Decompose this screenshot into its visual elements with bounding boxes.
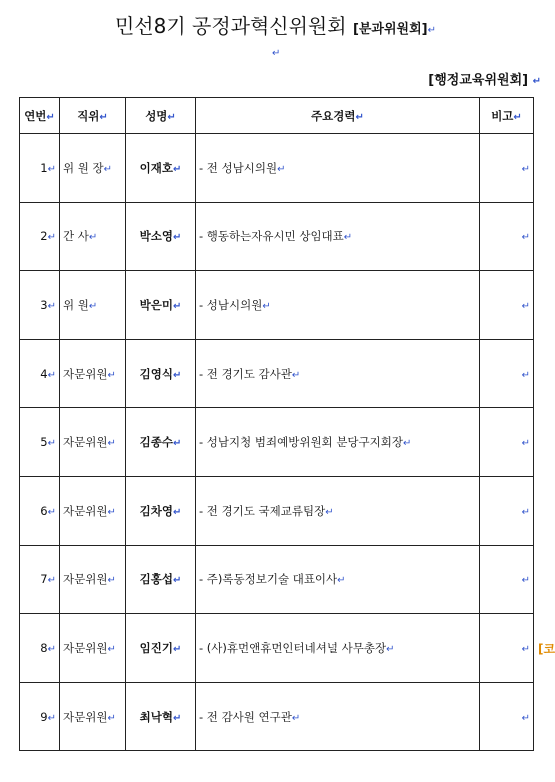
member-position: 위 원 bbox=[63, 297, 89, 312]
member-name-cell bbox=[126, 202, 196, 271]
member-career: - 성남시의원 bbox=[199, 297, 263, 312]
row-number-cell bbox=[20, 271, 60, 340]
member-note-cell bbox=[480, 476, 534, 545]
paragraph-mark-icon: ↵ bbox=[521, 712, 530, 724]
paragraph-mark-icon: ↵ bbox=[88, 300, 98, 312]
table-row bbox=[20, 271, 534, 340]
member-position: 자문위원 bbox=[63, 709, 108, 724]
column-header bbox=[20, 98, 60, 134]
member-position-cell bbox=[60, 271, 126, 340]
member-name: 박소영 bbox=[139, 229, 173, 244]
paragraph-mark-icon: ↵ bbox=[47, 438, 56, 450]
member-name-cell bbox=[126, 339, 196, 408]
member-position: 간 사 bbox=[63, 229, 89, 244]
paragraph-mark-icon: ↵ bbox=[99, 111, 108, 123]
member-career-cell bbox=[196, 408, 480, 477]
paragraph-mark-icon: ↵ bbox=[172, 712, 182, 724]
member-name-cell bbox=[126, 545, 196, 614]
paragraph-mark-icon: ↵ bbox=[172, 163, 182, 175]
member-career: - 성남지청 범죄예방위원회 분당구지회장 bbox=[199, 435, 403, 450]
paragraph-mark-icon: ↵ bbox=[521, 575, 530, 587]
paragraph-mark-icon: ↵ bbox=[47, 712, 56, 724]
member-career-cell bbox=[196, 682, 480, 751]
committee-label-text: [행정교육위원회] bbox=[428, 73, 529, 88]
paragraph-mark-icon: ↵ bbox=[355, 111, 364, 123]
paragraph-mark-icon: ↵ bbox=[107, 438, 116, 450]
member-note-cell bbox=[480, 545, 534, 614]
member-career-cell bbox=[196, 614, 480, 683]
member-name: 김영식 bbox=[139, 366, 173, 381]
member-position-cell bbox=[60, 408, 126, 477]
row-number-cell bbox=[20, 134, 60, 203]
member-position-cell bbox=[60, 202, 126, 271]
paragraph-mark-icon: ↵ bbox=[167, 111, 176, 123]
member-name-cell bbox=[126, 408, 196, 477]
member-career-cell bbox=[196, 202, 480, 271]
overflow-text: [코 bbox=[538, 642, 555, 656]
paragraph-mark-icon: ↵ bbox=[172, 232, 182, 244]
table-row bbox=[20, 408, 534, 477]
member-name: 김종수 bbox=[139, 435, 173, 450]
row-number-cell bbox=[20, 476, 60, 545]
title-sub: [분과위원회] bbox=[352, 22, 428, 37]
paragraph-mark-icon: ↵ bbox=[343, 232, 353, 244]
paragraph-mark-icon: ↵ bbox=[521, 438, 530, 450]
member-position-cell bbox=[60, 476, 126, 545]
paragraph-mark-icon: ↵ bbox=[172, 575, 182, 587]
paragraph-mark-icon: ↵ bbox=[47, 575, 56, 587]
member-name: 김홍섭 bbox=[139, 572, 173, 587]
paragraph-mark-icon: ↵ bbox=[291, 712, 301, 724]
table-row bbox=[20, 682, 534, 751]
paragraph-mark-icon: ↵ bbox=[521, 300, 530, 312]
paragraph-mark-icon: ↵ bbox=[172, 438, 182, 450]
member-name: 박은미 bbox=[139, 297, 173, 312]
committee-label bbox=[428, 69, 541, 88]
paragraph-mark-icon: ↵ bbox=[521, 232, 530, 244]
row-number: 1 bbox=[40, 160, 48, 175]
column-header bbox=[60, 98, 126, 134]
member-name-cell bbox=[126, 271, 196, 340]
member-name-cell bbox=[126, 134, 196, 203]
paragraph-mark-icon: ↵ bbox=[172, 300, 182, 312]
member-name: 최낙혁 bbox=[139, 709, 173, 724]
paragraph-mark-icon: ↵ bbox=[88, 232, 98, 244]
member-note-cell bbox=[480, 202, 534, 271]
table-header-row bbox=[20, 98, 534, 134]
member-table bbox=[19, 97, 534, 751]
paragraph-mark-icon: ↵ bbox=[47, 369, 56, 381]
title-main: 민선8기 공정과혁신위원회 bbox=[114, 14, 347, 38]
row-number: 4 bbox=[40, 366, 48, 381]
paragraph-mark-icon: ↵ bbox=[521, 369, 530, 381]
member-position: 자문위원 bbox=[63, 640, 108, 655]
member-career-cell bbox=[196, 271, 480, 340]
row-number: 3 bbox=[40, 297, 48, 312]
paragraph-mark-icon: ↵ bbox=[47, 163, 56, 175]
row-number-cell bbox=[20, 545, 60, 614]
paragraph-mark-icon: ↵ bbox=[427, 25, 437, 36]
member-position: 자문위원 bbox=[63, 503, 108, 518]
paragraph-mark-icon: ↵ bbox=[47, 300, 56, 312]
column-header-label: 주요경력 bbox=[311, 108, 356, 123]
paragraph-mark-icon: ↵ bbox=[103, 163, 113, 175]
member-position: 자문위원 bbox=[63, 435, 108, 450]
paragraph-mark-icon: ↵ bbox=[386, 643, 395, 655]
table-row bbox=[20, 545, 534, 614]
member-position-cell bbox=[60, 339, 126, 408]
paragraph-mark-icon: ↵ bbox=[513, 111, 522, 123]
member-career: - 전 성남시의원 bbox=[199, 160, 278, 175]
member-note-cell bbox=[480, 339, 534, 408]
table-row bbox=[20, 134, 534, 203]
member-note-cell bbox=[480, 134, 534, 203]
member-career: - 주)록동정보기술 대표이사 bbox=[199, 572, 338, 587]
member-career-cell bbox=[196, 545, 480, 614]
paragraph-mark-icon: ↵ bbox=[172, 506, 182, 518]
paragraph-mark-icon: ↵ bbox=[107, 643, 116, 655]
member-name-cell bbox=[126, 476, 196, 545]
member-name: 임진기 bbox=[139, 640, 173, 655]
member-note-cell bbox=[480, 271, 534, 340]
row-number-cell bbox=[20, 339, 60, 408]
paragraph-mark-icon: ↵ bbox=[172, 643, 182, 655]
member-career: - 행동하는자유시민 상임대표 bbox=[199, 229, 344, 244]
row-number: 8 bbox=[40, 640, 48, 655]
paragraph-mark-icon: ↵ bbox=[107, 712, 116, 724]
member-note-cell bbox=[480, 408, 534, 477]
paragraph-mark-icon: ↵ bbox=[277, 163, 286, 175]
column-header-label: 연번 bbox=[24, 108, 47, 123]
paragraph-mark-icon: ↵ bbox=[521, 506, 530, 518]
column-header bbox=[196, 98, 480, 134]
paragraph-mark-icon: ↵ bbox=[172, 369, 182, 381]
row-number-cell bbox=[20, 682, 60, 751]
table-row bbox=[20, 339, 534, 408]
row-number: 9 bbox=[40, 709, 48, 724]
table-row bbox=[20, 614, 534, 683]
paragraph-mark-icon: ↵ bbox=[107, 575, 116, 587]
row-number: 7 bbox=[40, 572, 48, 587]
paragraph-mark-icon: ↵ bbox=[272, 48, 281, 59]
table-body bbox=[20, 134, 534, 751]
row-number-cell bbox=[20, 408, 60, 477]
member-name: 김차영 bbox=[139, 503, 173, 518]
row-number-cell bbox=[20, 202, 60, 271]
column-header-label: 직위 bbox=[77, 108, 100, 123]
member-note-cell bbox=[480, 614, 534, 683]
member-name: 이재호 bbox=[139, 160, 173, 175]
row-number: 6 bbox=[40, 503, 48, 518]
paragraph-mark-icon: ↵ bbox=[47, 643, 56, 655]
paragraph-mark-icon: ↵ bbox=[291, 369, 301, 381]
paragraph-mark-icon: ↵ bbox=[337, 575, 346, 587]
paragraph-mark-icon: ↵ bbox=[532, 76, 541, 87]
member-career-cell bbox=[196, 339, 480, 408]
table-row bbox=[20, 476, 534, 545]
member-position-cell bbox=[60, 134, 126, 203]
member-career: - (사)휴먼앤휴먼인터네셔널 사무총장 bbox=[199, 640, 387, 655]
column-header-label: 비고 bbox=[491, 108, 514, 123]
member-name-cell bbox=[126, 614, 196, 683]
table-row bbox=[20, 202, 534, 271]
paragraph-mark-icon: ↵ bbox=[521, 643, 530, 655]
member-position-cell bbox=[60, 614, 126, 683]
member-position-cell bbox=[60, 682, 126, 751]
paragraph-mark-icon: ↵ bbox=[46, 111, 55, 123]
column-header-label: 성명 bbox=[145, 108, 168, 123]
member-position: 자문위원 bbox=[63, 572, 108, 587]
row-number-cell bbox=[20, 614, 60, 683]
paragraph-mark-icon: ↵ bbox=[262, 300, 271, 312]
paragraph-mark-icon: ↵ bbox=[107, 369, 116, 381]
paragraph-mark-icon: ↵ bbox=[47, 506, 56, 518]
column-header bbox=[126, 98, 196, 134]
member-career: - 전 경기도 국제교류팀장 bbox=[199, 503, 326, 518]
member-position: 자문위원 bbox=[63, 366, 108, 381]
paragraph-mark-icon: ↵ bbox=[402, 438, 412, 450]
member-career-cell bbox=[196, 134, 480, 203]
paragraph-mark-icon: ↵ bbox=[325, 506, 334, 518]
document-title bbox=[0, 10, 551, 39]
row-number: 5 bbox=[40, 435, 48, 450]
member-career: - 전 감사원 연구관 bbox=[199, 709, 292, 724]
paragraph-mark-icon: ↵ bbox=[107, 506, 116, 518]
member-career: - 전 경기도 감사관 bbox=[199, 366, 292, 381]
row-number: 2 bbox=[40, 229, 48, 244]
member-note-cell bbox=[480, 682, 534, 751]
member-position-cell bbox=[60, 545, 126, 614]
paragraph-mark-icon: ↵ bbox=[47, 232, 56, 244]
paragraph-mark-icon: ↵ bbox=[521, 163, 530, 175]
member-name-cell bbox=[126, 682, 196, 751]
member-career-cell bbox=[196, 476, 480, 545]
member-position: 위 원 장 bbox=[63, 160, 104, 175]
column-header bbox=[480, 98, 534, 134]
